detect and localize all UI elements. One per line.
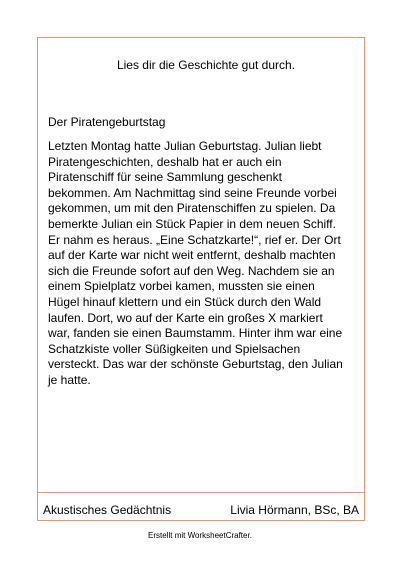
story-line: Hügel hinauf klettern und ein Stück durch den Wald xyxy=(48,294,322,309)
story-line: war, fanden sie einen Baumstamm. Hinter ihm war eine xyxy=(48,326,343,341)
story-line: sich die Freunde sofort auf den Weg. Nachdem sie an xyxy=(48,263,335,278)
credit-text: Erstellt mit WorksheetCrafter. xyxy=(148,531,252,540)
story-line: gekommen, um mit den Piratenschiffen zu spielen. Da xyxy=(48,201,336,216)
story-line: Er nahm es heraus. „Eine Schatzkarte!“, rief er. Der Ort xyxy=(48,232,341,247)
footer-category: Akustisches Gedächtnis xyxy=(43,503,172,517)
story-line: einem Spielplatz vorbei kamen, mussten sie einen xyxy=(48,279,315,294)
story-line: Piratengeschichten, deshalb hat er auch ein xyxy=(48,154,282,169)
story-line: Schatzkiste voller Süßigkeiten und Spielsachen xyxy=(48,341,301,356)
story-line: je hatte. xyxy=(48,372,91,387)
story-line: bemerkte Julian ein Stück Papier in dem neuen Schiff. xyxy=(48,216,336,231)
worksheet-frame xyxy=(37,37,365,521)
story-line: laufen. Dort, wo auf der Karte ein großes X markiert xyxy=(48,310,323,325)
footer-author: Livia Hörmann, BSc, BA xyxy=(230,503,359,517)
footer-divider xyxy=(38,492,364,493)
instruction-text: Lies dir die Geschichte gut durch. xyxy=(116,58,296,72)
story-line: Piratenschiff für seine Sammlung geschenkt xyxy=(48,170,282,185)
story-line: versteckt. Das war der schönste Geburtstag, den Julian xyxy=(48,357,343,372)
story-line: Letzten Montag hatte Julian Geburtstag. Julian liebt xyxy=(48,139,322,153)
story-title: Der Piratengeburtstag xyxy=(48,115,166,129)
story-body xyxy=(48,139,360,389)
story-line: bekommen. Am Nachmittag sind seine Freunde vorbei xyxy=(48,185,337,200)
story-line: auf der Karte war nicht weit entfernt, deshalb machten xyxy=(48,248,336,263)
